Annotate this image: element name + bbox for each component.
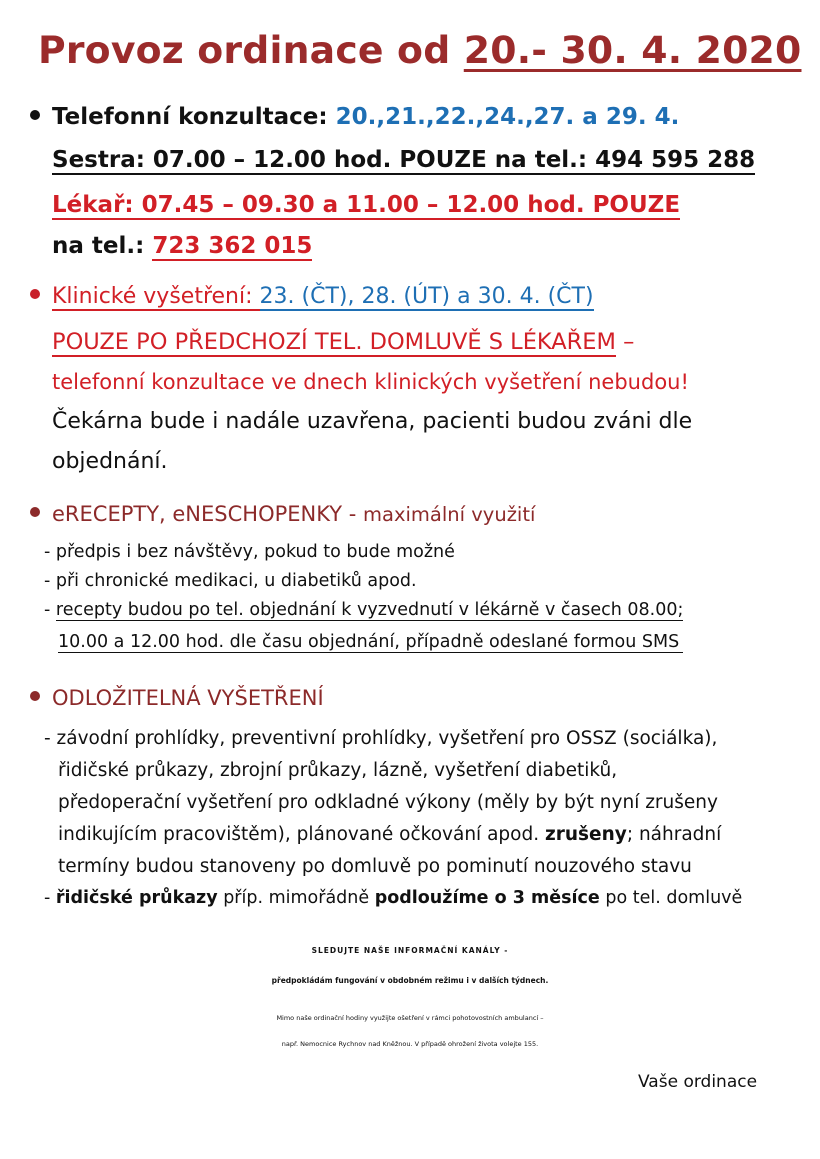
outside-hours-line-1: Mimo naše ordinační hodiny využijte ošetření v rámci pohotovostních ambulancí –: [276, 1014, 544, 1022]
erecepty-item-3-text: recepty budou po tel. objednání k vyzvednutí v lékárně v časech 08.00;: [55, 600, 684, 620]
licence-dash: -: [44, 888, 56, 908]
deferrable-heading: [30, 686, 324, 710]
deferrable-label: ODLOŽITELNÁ VYŠETŘENÍ: [52, 686, 324, 710]
deferrable-line-4-text: indikujícím pracovištěm), plánované očkování apod.: [58, 824, 545, 845]
deferrable-line-1: - závodní prohlídky, preventivní prohlídky, vyšetření pro OSSZ (sociálka),: [44, 728, 718, 749]
phone-consult-label: Telefonní konzultace:: [52, 104, 336, 130]
erecepty-label: eRECEPTY, eNESCHOPENKY -: [52, 502, 364, 526]
clinical-only: POUZE PO PŘEDCHOZÍ TEL. DOMLUVĚ S LÉKAŘEM: [52, 329, 616, 355]
phone-consult-line: [30, 104, 679, 130]
no-consult-line: telefonní konzultace ve dnech klinických vyšetření nebudou!: [52, 370, 689, 394]
erecepty-item-4: [58, 632, 683, 652]
clinical-label: Klinické vyšetření:: [52, 284, 260, 309]
erecepty-item-3-dash: -: [44, 600, 56, 620]
erecepty-sub: maximální využití: [363, 503, 536, 526]
doctor-line: [52, 192, 680, 218]
licence-bold-1: řidičské průkazy: [55, 888, 218, 908]
waiting-line-2: objednání.: [52, 449, 168, 474]
licence-end: po tel. domluvě: [599, 888, 743, 908]
licence-bold-2: podloužíme o 3 měsíce: [374, 888, 600, 908]
deferrable-line-3: předoperační vyšetření pro odkladné výkony (měly by být nyní zrušeny: [58, 792, 718, 813]
erecepty-item-2: - při chronické medikaci, u diabetiků apod.: [44, 571, 417, 591]
doctor-tel-label: na tel.:: [52, 233, 153, 259]
page-title: [38, 28, 801, 72]
erecepty-item-1: - předpis i bez návštěvy, pokud to bude možné: [44, 542, 455, 562]
doctor-hours: Lékař: 07.45 – 09.30 a 11.00 – 12.00 hod. POUZE: [52, 192, 681, 218]
deferrable-line-4: [58, 824, 721, 845]
nurse-line: [52, 147, 755, 173]
licence-line: [44, 888, 742, 908]
bullet-icon: [30, 289, 40, 299]
channels-notice: SLEDUJTE NAŠE INFORMAČNÍ KANÁLY -: [311, 946, 509, 955]
licence-mid: příp. mimořádně: [217, 888, 375, 908]
clinical-days: 23. (ČT), 28. (ÚT) a 30. 4. (ČT): [259, 284, 594, 309]
expect-notice: předpokládám fungování v obdobném režimu i v dalších týdnech.: [271, 976, 549, 985]
waiting-line-1: Čekárna bude i nadále uzavřena, pacienti budou zváni dle: [52, 409, 693, 434]
nurse-hours: Sestra: 07.00 – 12.00 hod. POUZE na tel.: 494 595 288: [52, 147, 756, 173]
deferrable-line-2: řidičské průkazy, zbrojní průkazy, lázně, vyšetření diabetiků,: [58, 760, 618, 781]
deferrable-line-5: termíny budou stanoveny po domluvě po pominutí nouzového stavu: [58, 856, 692, 877]
erecepty-heading: [30, 502, 535, 526]
title-dates: 20.- 30. 4. 2020: [463, 28, 802, 72]
clinical-dash: –: [615, 329, 635, 355]
doctor-tel-line: [52, 233, 312, 259]
bullet-icon: [30, 110, 40, 120]
erecepty-item-4-text: 10.00 a 12.00 hod. dle času objednání, případně odeslané formou SMS: [58, 632, 683, 653]
clinical-only-line: [52, 329, 634, 355]
phone-consult-days: 20.,21.,22.,24.,27. a 29. 4.: [335, 104, 680, 130]
signature: Vaše ordinace: [638, 1072, 758, 1092]
bullet-icon: [30, 691, 40, 701]
deferrable-after-cancelled: ; náhradní: [626, 824, 722, 845]
bullet-icon: [30, 507, 40, 517]
deferrable-cancelled: zrušeny: [544, 824, 627, 845]
outside-hours-line-2: např. Nemocnice Rychnov nad Kněžnou. V případě ohrožení života volejte 155.: [281, 1040, 539, 1048]
erecepty-item-3: [44, 600, 683, 620]
title-prefix: Provoz ordinace od: [38, 28, 464, 72]
clinical-line: [30, 284, 594, 309]
doctor-tel-number: 723 362 015: [152, 233, 313, 259]
